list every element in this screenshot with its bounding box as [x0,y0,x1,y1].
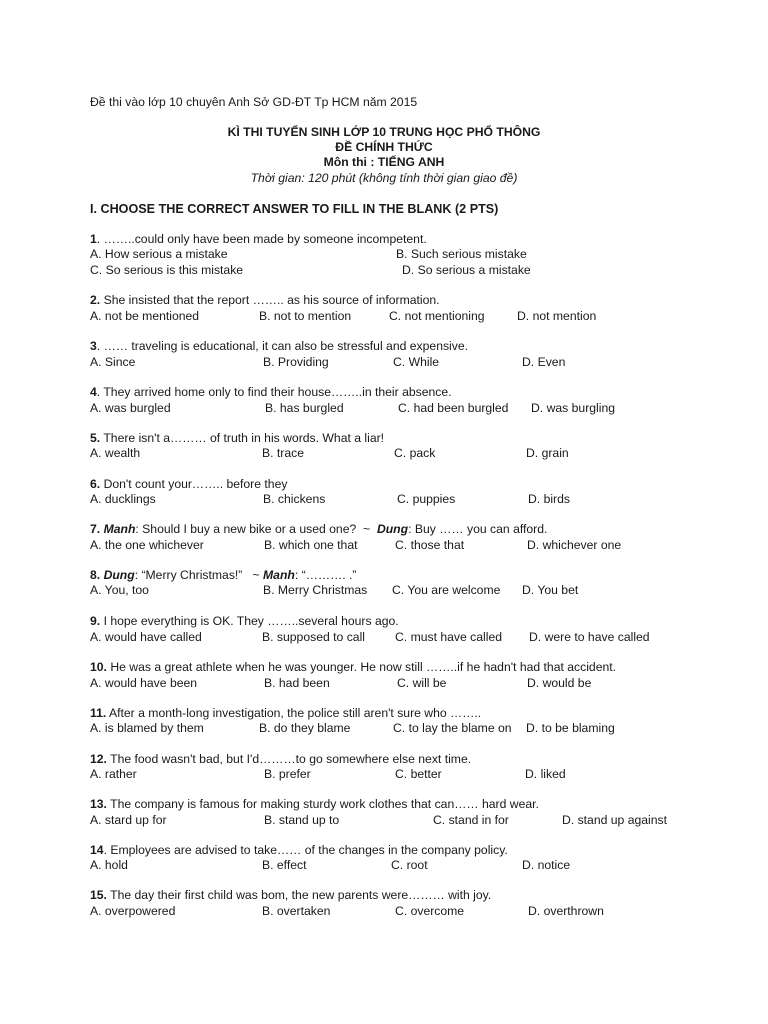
option-d: D. birds [528,492,570,506]
option-c: C. overcome [395,904,465,918]
question-stem: 15. The day their first child was bom, the new parents were……… with joy. [90,888,492,902]
option-b: B. had been [264,676,330,690]
option-c: C. must have called [395,630,503,644]
subject-label: Môn thi : TIẾNG ANH [323,155,445,169]
question-number: 5. [90,431,101,445]
question-stem: 3. …… traveling is educational, it can also be stressful and expensive. [90,339,469,353]
option-b: B. Providing [263,355,329,369]
question-number: 14 [90,843,104,857]
speaker-name: Dung [103,568,135,582]
option-c: C. stand in for [433,813,509,827]
question-stem: 6. Don't count your…….. before they [90,477,288,491]
question-number: 3 [90,339,97,353]
option-c: C. So serious is this mistake [90,263,244,277]
option-d: D. would be [527,676,592,690]
option-c: C. had been burgled [398,401,509,415]
option-c: C. While [393,355,440,369]
question-stem: 5. There isn't a……… of truth in his words. What a liar! [90,431,385,445]
option-b: B. do they blame [259,721,351,735]
question-stem: 11. After a month-long investigation, the police still aren't sure who …….. [90,706,482,720]
option-a: A. How serious a mistake [90,247,228,261]
option-a: A. ducklings [90,492,156,506]
question-stem: 14. Employees are advised to take…… of the changes in the company policy. [90,843,508,857]
option-a: A. hold [90,858,128,872]
option-b: B. Such serious mistake [396,247,527,261]
option-d: D. overthrown [528,904,604,918]
option-a: A. would have been [90,676,198,690]
option-a: A. stard up for [90,813,167,827]
option-d: D. Even [522,355,566,369]
option-a: A. not be mentioned [90,309,200,323]
option-c: C. will be [397,676,447,690]
option-a: A. You, too [90,583,149,597]
option-b: B. Merry Christmas [263,583,368,597]
official-label: ĐỀ CHÍNH THỨC [335,140,433,154]
option-d: D. notice [522,858,571,872]
option-b: B. not to mention [259,309,352,323]
question-number: 4 [90,385,97,399]
option-b: B. overtaken [262,904,331,918]
option-b: B. chickens [263,492,326,506]
speaker-name: Dung [376,522,409,536]
option-b: B. effect [262,858,307,872]
question-number: 8. [90,568,101,582]
question-number: 12. [90,752,107,766]
exam-title: KÌ THI TUYỂN SINH LỚP 10 TRUNG HỌC PHỔ THÔNG [227,125,541,139]
option-a: A. the one whichever [90,538,204,552]
option-d: D. to be blaming [526,721,615,735]
question-stem: 13. The company is famous for making sturdy work clothes that can…… hard wear. [90,797,539,811]
option-c: C. not mentioning [389,309,485,323]
question-stem: 1. ……..could only have been made by someone incompetent. [90,232,427,246]
option-c: C. to lay the blame on [393,721,512,735]
question-stem: 10. He was a great athlete when he was younger. He now still ……..if he hadn't had that accident. [90,660,617,674]
option-b: B. trace [262,446,304,460]
speaker-name: Manh [103,522,136,536]
option-d: D. You bet [522,583,579,597]
option-c: C. pack [394,446,436,460]
question-number: 7. [90,522,101,536]
source-line: Đề thi vào lớp 10 chuyên Anh Sở GD-ĐT Tp HCM năm 2015 [90,95,418,109]
question-stem: 8. Dung: “Merry Christmas!” ~ Manh: “………. .” [90,568,357,582]
section-title: I. CHOOSE THE CORRECT ANSWER TO FILL IN THE BLANK (2 PTS) [90,202,499,216]
option-c: C. root [391,858,428,872]
question-stem: 9. I hope everything is OK. They ……..several hours ago. [90,614,399,628]
option-a: A. overpowered [90,904,176,918]
option-d: D. was burgling [531,401,615,415]
option-b: B. has burgled [265,401,344,415]
speaker-name: Manh [263,568,295,582]
question-number: 15. [90,888,107,902]
option-c: C. better [395,767,442,781]
option-c: C. You are welcome [392,583,501,597]
option-b: B. supposed to call [262,630,365,644]
option-b: B. stand up to [264,813,340,827]
option-d: D. grain [526,446,569,460]
option-a: A. was burgled [90,401,171,415]
question-number: 6. [90,477,101,491]
option-a: A. Since [90,355,136,369]
option-d: D. liked [525,767,566,781]
option-b: B. which one that [264,538,358,552]
question-stem: 4. They arrived home only to find their house……..in their absence. [90,385,452,399]
option-c: C. puppies [397,492,456,506]
question-stem: 12. The food wasn't bad, but I'd………to go somewhere else next time. [90,752,472,766]
question-stem: 2. She insisted that the report …….. as his source of information. [90,293,440,307]
option-b: B. prefer [264,767,311,781]
question-number: 13. [90,797,107,811]
option-a: A. is blamed by them [90,721,204,735]
option-a: A. would have called [90,630,202,644]
option-a: A. rather [90,767,137,781]
option-d: D. So serious a mistake [402,263,531,277]
option-c: C. those that [395,538,465,552]
question-number: 9. [90,614,101,628]
option-d: D. not mention [517,309,597,323]
time-label: Thời gian: 120 phút (không tính thời gian giao đề) [250,171,518,185]
question-number: 10. [90,660,107,674]
option-d: D. were to have called [529,630,650,644]
question-number: 1 [90,232,97,246]
option-d: D. whichever one [527,538,622,552]
question-number: 11. [90,706,107,720]
option-a: A. wealth [90,446,141,460]
option-d: D. stand up against [562,813,668,827]
question-number: 2. [90,293,101,307]
question-stem: 7. Manh: Should I buy a new bike or a used one? ~ Dung: Buy …… you can afford. [90,522,548,536]
